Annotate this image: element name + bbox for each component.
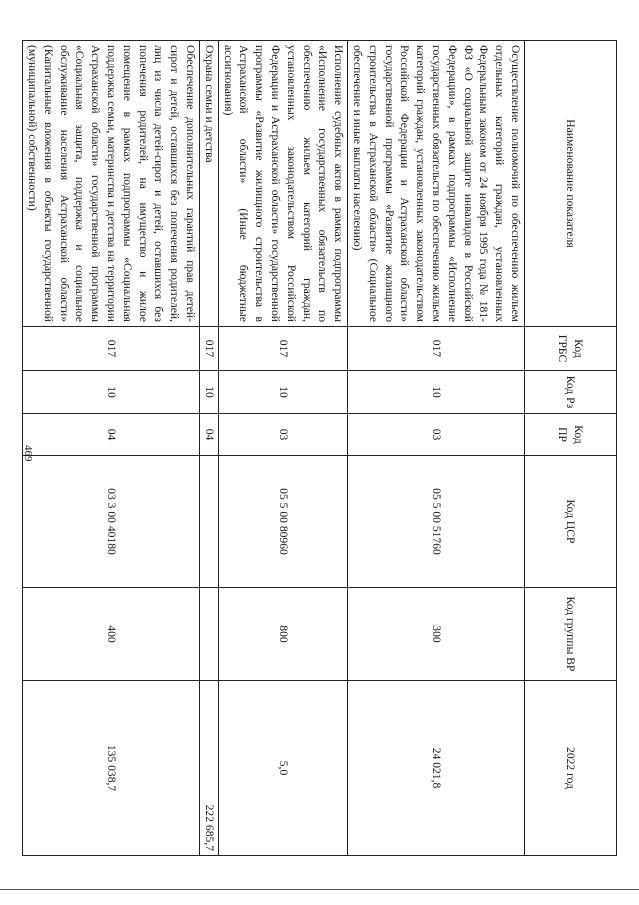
row-rz: 10 bbox=[200, 371, 219, 414]
table-header-row bbox=[525, 41, 617, 856]
header-rz: Код Рз bbox=[525, 371, 617, 414]
row-amount: 135 038,7 bbox=[23, 681, 200, 856]
row-pr: 03 bbox=[218, 414, 347, 456]
row-vr: 300 bbox=[348, 588, 525, 681]
header-name: Наименование показателя bbox=[525, 41, 617, 327]
page-bottom-rule bbox=[0, 889, 639, 890]
row-pr: 04 bbox=[200, 414, 219, 456]
row-pr: 04 bbox=[23, 414, 200, 456]
row-csr: 05 5 00 80960 bbox=[218, 456, 347, 588]
row-grbs: 017 bbox=[23, 327, 200, 371]
header-csr: Код ЦСР bbox=[525, 456, 617, 588]
header-pr: Код ПР bbox=[525, 414, 617, 456]
row-rz: 10 bbox=[348, 371, 525, 414]
row-rz: 10 bbox=[218, 371, 347, 414]
header-grbs: Код ГРБС bbox=[525, 327, 617, 371]
row-vr: 800 bbox=[218, 588, 347, 681]
page-number: 469 bbox=[22, 445, 34, 462]
row-rz: 10 bbox=[23, 371, 200, 414]
row-csr: 05 5 00 51760 bbox=[348, 456, 525, 588]
row-amount: 24 021,8 bbox=[348, 681, 525, 856]
row-amount: 5,0 bbox=[218, 681, 347, 856]
row-csr: 03 3 00 40180 bbox=[23, 456, 200, 588]
budget-table bbox=[22, 40, 617, 856]
table-row bbox=[23, 41, 200, 856]
row-vr bbox=[200, 588, 219, 681]
row-csr bbox=[200, 456, 219, 588]
row-name: Исполнение судебных актов в рамках подпрограммы «Исполнение государственных обязательств по обеспечению жильем категорий граждан, установленных законодательством Российской Федерации и Астраханской области» государственной программы «Развитие жилищного строительства в Астраханской области» (Иные бюджетные ассигнования) bbox=[218, 41, 347, 327]
header-year: 2022 год bbox=[525, 681, 617, 856]
row-name: Охрана семьи и детства bbox=[200, 41, 219, 327]
table-row bbox=[200, 41, 219, 856]
row-grbs: 017 bbox=[218, 327, 347, 371]
row-grbs: 017 bbox=[348, 327, 525, 371]
table-row bbox=[348, 41, 525, 856]
header-vr: Код группы ВР bbox=[525, 588, 617, 681]
row-vr: 400 bbox=[23, 588, 200, 681]
row-name: Обеспечение дополнительных гарантий прав детей-сирот и детей, оставшихся без попечения родителей, лиц из числа детей-сирот и детей, оставшихся без попечения родителей, на имущество и жилое помещение в рамках подпрограммы «Социальная поддержка семьи, материнства и детства на территории Астраханской области» государственной программы «Социальная защита, поддержка и социальное обслуживание населения Астраханской области» (Капитальные вложения в объекты государственной (муниципальной) собственности) bbox=[23, 41, 200, 327]
row-name: Осуществление полномочий по обеспечению жильем отдельных категорий граждан, установленных Федеральным законом от 24 ноября 1995 года № 181-ФЗ «О социальной защите инвалидов в Российской Федерации», в рамках подпрограммы «Исполнение государственных обязательств по обеспечению жильем категорий граждан, установленных законодательством Российской Федерации и Астраханской области» государственной программы «Развитие жилищного строительства в Астраханской области» (Социальное обеспечение и иные выплаты населению) bbox=[348, 41, 525, 327]
table-row bbox=[218, 41, 347, 856]
row-grbs: 017 bbox=[200, 327, 219, 371]
row-amount: 222 685,7 bbox=[200, 681, 219, 856]
row-pr: 03 bbox=[348, 414, 525, 456]
